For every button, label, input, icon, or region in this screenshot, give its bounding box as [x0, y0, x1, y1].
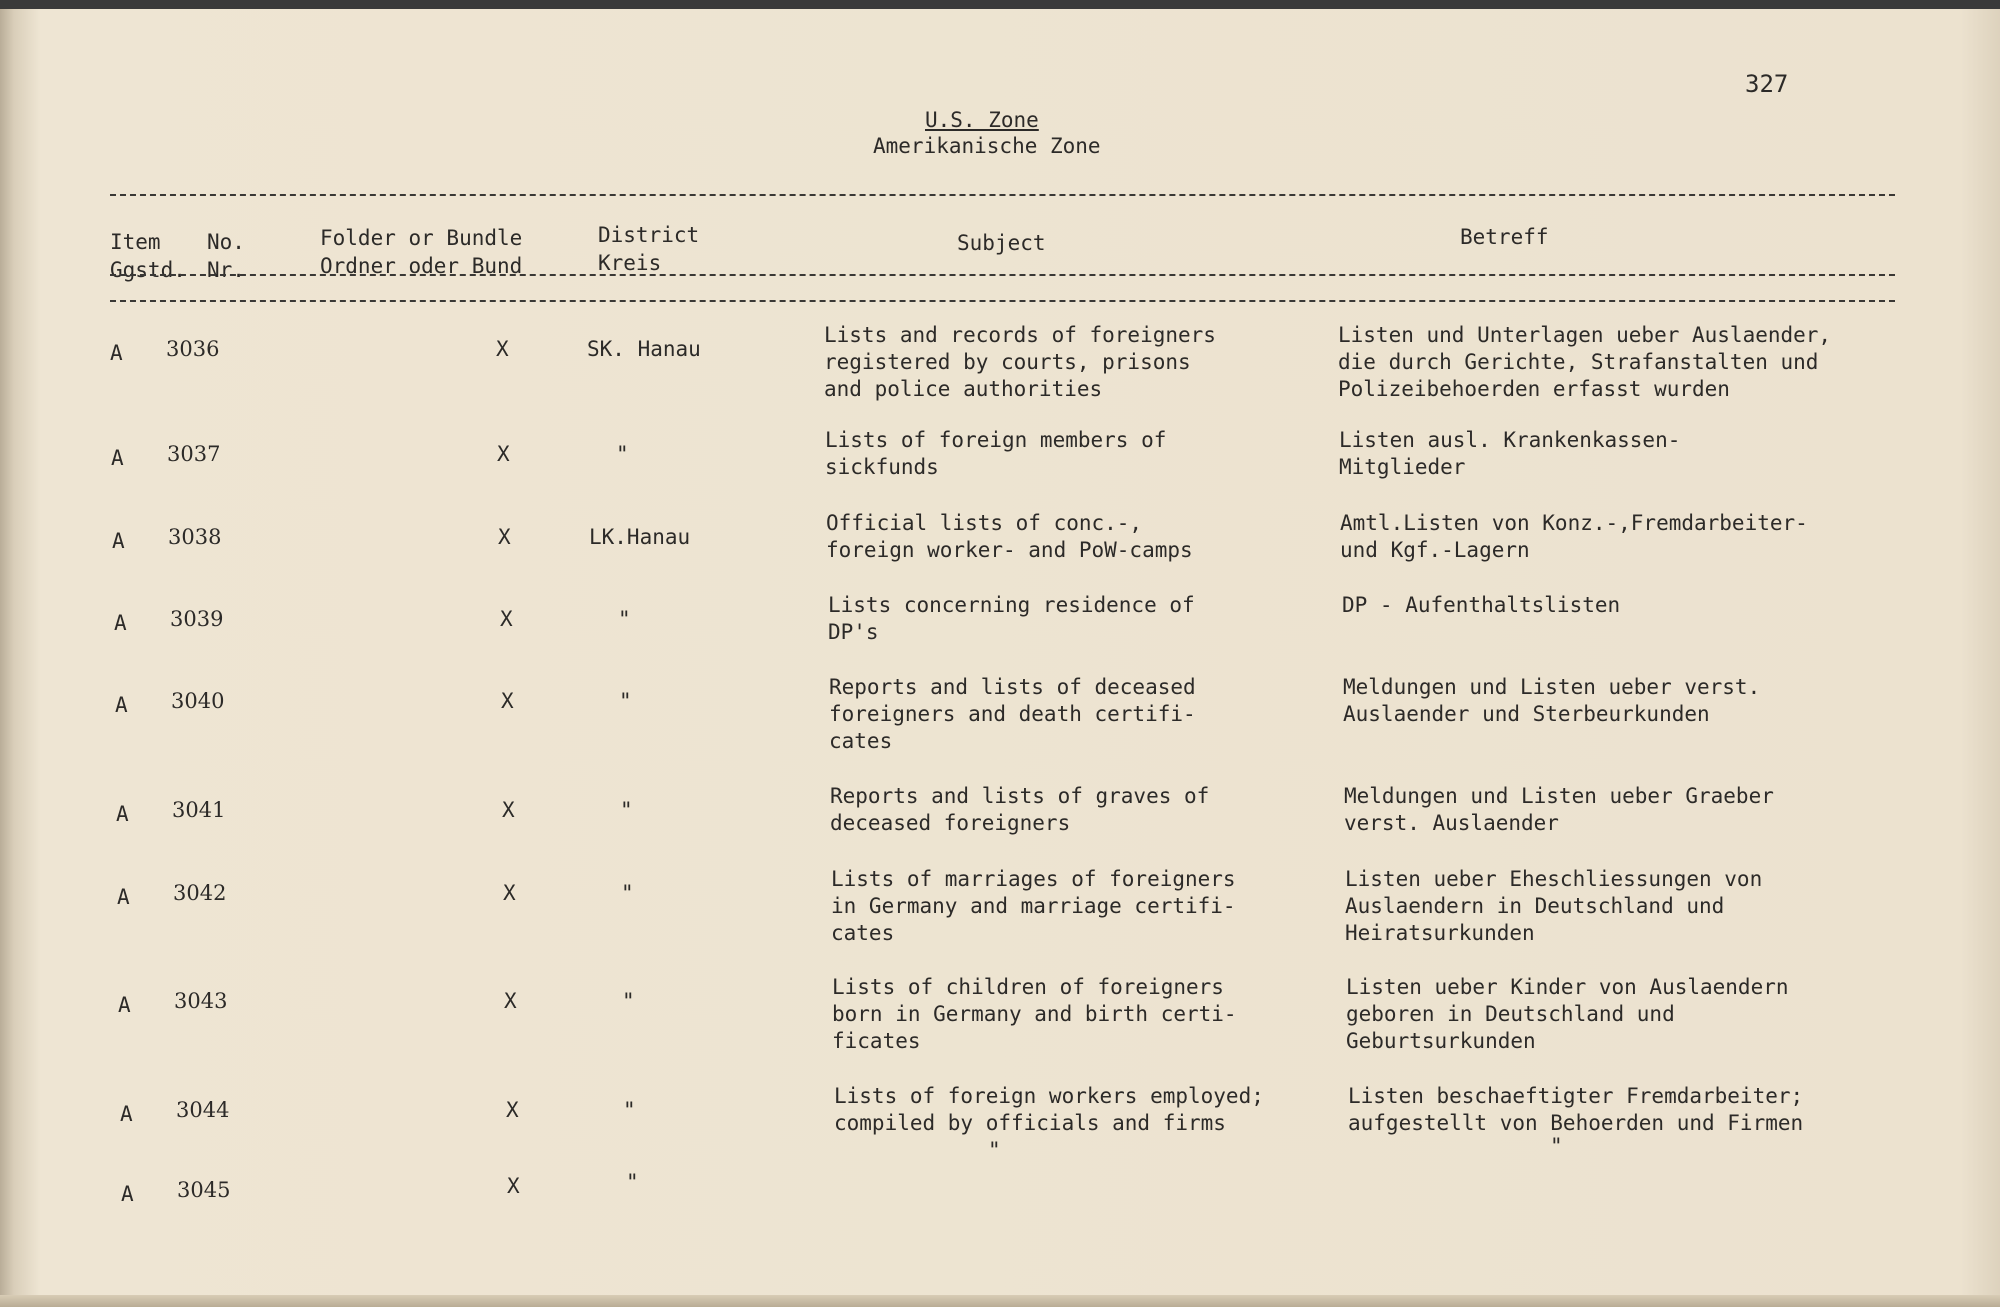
district-cell: " — [621, 881, 634, 905]
subject-cell: Lists and records of foreigners registered by courts, prisons and police authorities — [824, 323, 1216, 401]
number-cell: 3040 — [171, 689, 225, 713]
betreff-cell: Listen ausl. Krankenkassen- Mitglieder — [1339, 428, 1681, 479]
betreff-cell: Listen beschaeftigter Fremdarbeiter; aufgestellt von Behoerden und Firmen — [1348, 1084, 1804, 1135]
betreff-cell: Meldungen und Listen ueber Graeber verst. Auslaender — [1344, 784, 1774, 835]
district-cell: LK.Hanau — [589, 525, 691, 549]
item-cell: A — [118, 993, 131, 1017]
district-cell: " — [620, 798, 633, 822]
folder-cell: X — [500, 607, 513, 631]
district-cell: " — [619, 689, 632, 713]
col-item-en: Item — [110, 230, 161, 254]
number-cell: 3039 — [170, 607, 224, 631]
number-cell: 3041 — [172, 798, 226, 822]
scan-bottom-edge — [0, 1295, 2000, 1307]
item-cell: A — [114, 611, 127, 635]
subject-cell: Lists of children of foreigners born in Germany and birth certi- ficates — [832, 975, 1237, 1053]
folder-cell: X — [507, 1174, 520, 1198]
number-cell: 3038 — [168, 525, 222, 549]
subject-cell: Lists of foreign members of sickfunds — [825, 428, 1167, 479]
folder-cell: X — [496, 337, 509, 361]
number-cell: 3037 — [167, 442, 221, 466]
folder-cell: X — [503, 881, 516, 905]
number-cell: 3036 — [166, 337, 220, 361]
folder-cell: X — [502, 798, 515, 822]
item-cell: A — [120, 1102, 133, 1126]
heading-german: Amerikanische Zone — [873, 134, 1101, 158]
col-no-en: No. — [207, 230, 245, 254]
col-betreff: Betreff — [1460, 225, 1549, 249]
district-cell: " — [618, 607, 631, 631]
item-cell: A — [115, 693, 128, 717]
folder-cell: X — [506, 1098, 519, 1122]
col-district-de: Kreis — [598, 251, 662, 275]
col-folder-en: Folder or Bundle — [320, 226, 523, 250]
header-rule-bottom — [110, 300, 1895, 302]
subject-cell: " — [988, 1138, 1001, 1162]
betreff-cell: Amtl.Listen von Konz.-,Fremdarbeiter- und Kgf.-Lagern — [1340, 511, 1808, 562]
betreff-cell: Listen ueber Kinder von Auslaendern geboren in Deutschland und Geburtsurkunden — [1346, 975, 1789, 1053]
subject-cell: Official lists of conc.-, foreign worker- and PoW-camps — [826, 511, 1193, 562]
district-cell: " — [626, 1170, 639, 1194]
col-district-en: District — [598, 223, 700, 247]
number-cell: 3044 — [176, 1098, 230, 1122]
district-cell: " — [616, 442, 629, 466]
item-cell: A — [110, 341, 123, 365]
subject-cell: Lists of foreign workers employed; compiled by officials and firms — [834, 1084, 1264, 1135]
col-folder-de: Ordner oder Bund — [320, 254, 523, 278]
heading-english: U.S. Zone — [925, 108, 1039, 132]
header-rule-top — [110, 194, 1895, 196]
subject-cell: Lists concerning residence of DP's — [828, 593, 1195, 644]
item-cell: A — [117, 885, 130, 909]
col-item-de: Ggstd. — [110, 258, 186, 282]
col-no-de: Nr. — [207, 258, 245, 282]
folder-cell: X — [498, 525, 511, 549]
betreff-cell: Meldungen und Listen ueber verst. Auslaender und Sterbeurkunden — [1343, 675, 1761, 726]
folder-cell: X — [504, 989, 517, 1013]
item-cell: A — [112, 529, 125, 553]
betreff-cell: DP - Aufenthaltslisten — [1342, 593, 1621, 617]
number-cell: 3043 — [174, 989, 228, 1013]
subject-cell: Reports and lists of graves of deceased foreigners — [830, 784, 1210, 835]
folder-cell: X — [497, 442, 510, 466]
page-number: 327 — [1745, 70, 1789, 98]
subject-cell: Reports and lists of deceased foreigners and death certifi- cates — [829, 675, 1196, 753]
district-cell: " — [623, 1098, 636, 1122]
betreff-cell: Listen ueber Eheschliessungen von Auslaendern in Deutschland und Heiratsurkunden — [1345, 867, 1763, 945]
betreff-cell: " — [1550, 1134, 1563, 1158]
folder-cell: X — [501, 689, 514, 713]
scan-top-edge — [0, 0, 2000, 9]
header-rule-middle — [110, 274, 1895, 276]
number-cell: 3042 — [173, 881, 227, 905]
subject-cell: Lists of marriages of foreigners in Germany and marriage certifi- cates — [831, 867, 1236, 945]
item-cell: A — [111, 446, 124, 470]
item-cell: A — [121, 1182, 134, 1206]
district-cell: " — [622, 989, 635, 1013]
district-cell: SK. Hanau — [587, 337, 701, 361]
item-cell: A — [116, 802, 129, 826]
col-subject: Subject — [957, 231, 1046, 255]
betreff-cell: Listen und Unterlagen ueber Auslaender, die durch Gerichte, Strafanstalten und Polizeibehoerden erfasst wurden — [1338, 323, 1832, 401]
number-cell: 3045 — [177, 1178, 231, 1202]
